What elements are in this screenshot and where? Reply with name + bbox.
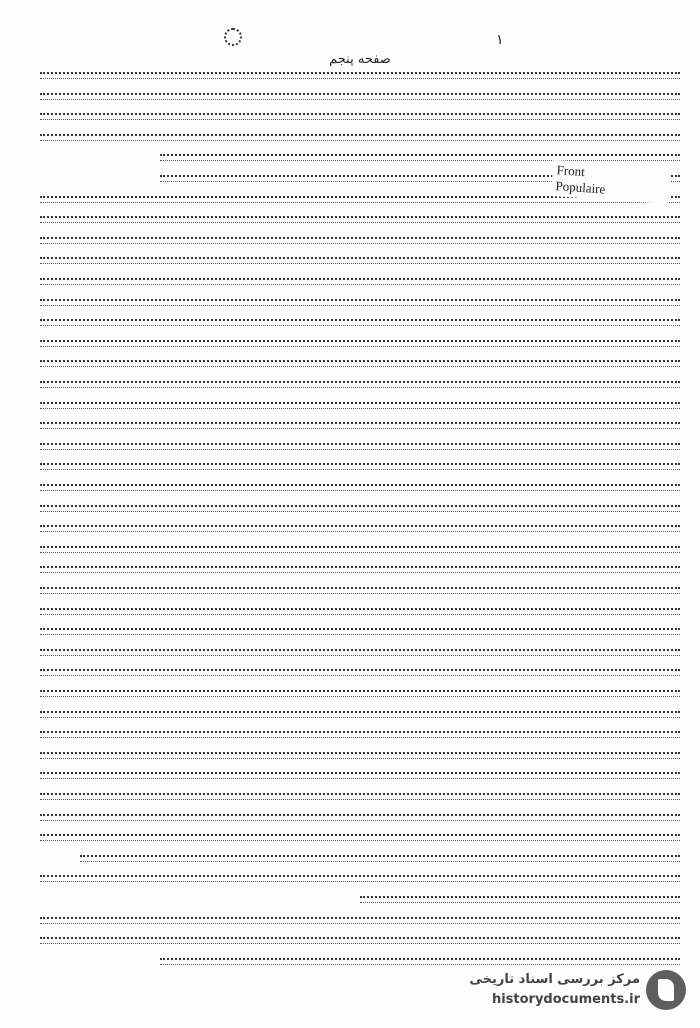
text-line	[40, 484, 680, 491]
marginal-note: Front Populaire	[551, 160, 671, 204]
document-body-text	[40, 72, 680, 972]
text-line	[40, 566, 680, 573]
text-line	[40, 72, 680, 79]
text-line	[40, 402, 680, 409]
page-number: ۱	[496, 32, 504, 48]
text-line	[40, 669, 680, 676]
text-line	[40, 422, 680, 429]
text-line	[80, 855, 680, 862]
text-line	[40, 628, 680, 635]
text-line	[40, 505, 680, 512]
text-line	[40, 752, 680, 759]
text-line	[40, 937, 680, 944]
text-line	[40, 299, 680, 306]
archive-logo-icon	[646, 970, 686, 1010]
text-line	[40, 608, 680, 615]
watermark-url: historydocuments.ir	[491, 992, 640, 1007]
text-line	[160, 154, 680, 161]
watermark-name: مرکز بررسی اسناد تاریخی	[469, 972, 640, 987]
text-line	[40, 278, 680, 285]
text-line	[40, 443, 680, 450]
page-heading: صفحه پنجم	[329, 52, 391, 67]
text-line	[360, 896, 680, 903]
page-corner-mark	[224, 28, 242, 46]
text-line	[40, 134, 680, 141]
text-line	[40, 360, 680, 367]
text-line	[40, 463, 680, 470]
text-line	[40, 731, 680, 738]
text-line	[40, 93, 680, 100]
text-line	[160, 958, 680, 965]
text-line	[40, 649, 680, 656]
text-line	[40, 319, 680, 326]
text-line	[40, 875, 680, 882]
text-line	[40, 525, 680, 532]
text-line	[40, 690, 680, 697]
text-line	[40, 814, 680, 821]
text-line	[40, 257, 680, 264]
archive-watermark	[469, 968, 690, 1020]
text-line	[40, 546, 680, 553]
text-line	[40, 216, 680, 223]
text-line	[40, 793, 680, 800]
text-line	[40, 917, 680, 924]
text-line	[40, 340, 680, 347]
text-line	[40, 834, 680, 841]
text-line	[40, 772, 680, 779]
text-line	[40, 237, 680, 244]
text-line	[40, 711, 680, 718]
text-line	[40, 587, 680, 594]
text-line	[40, 113, 680, 120]
text-line	[40, 381, 680, 388]
